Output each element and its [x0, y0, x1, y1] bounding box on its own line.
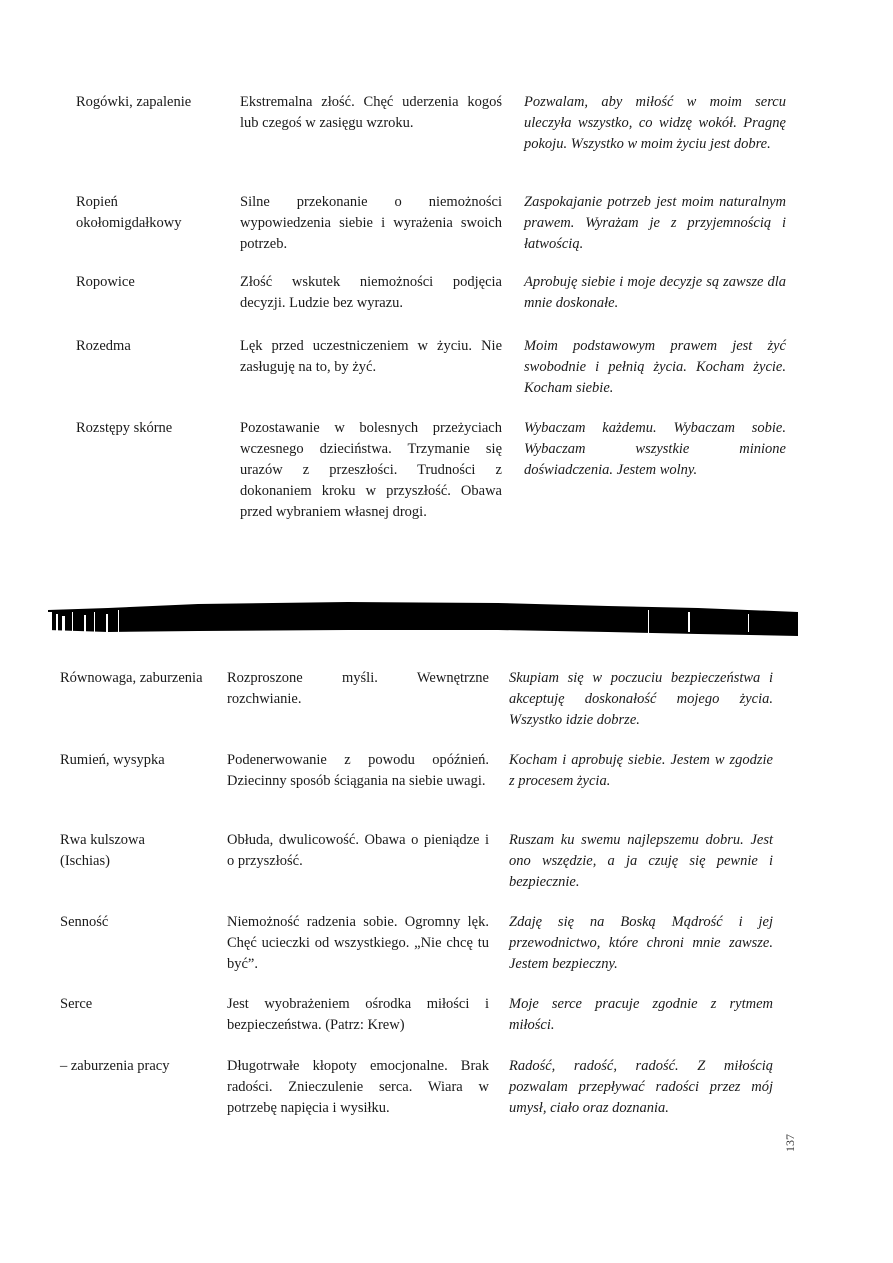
entry-cause: Złość wskutek niemożności podjęcia decyzji. Ludzie bez wyrazu.: [240, 274, 502, 311]
entry-affirmation: Kocham i aprobuję siebie. Jestem w zgodzie z procesem życia.: [509, 752, 773, 789]
entry-term: Rwa kulszowa (Ischias): [60, 832, 145, 869]
entry-affirmation: Wybaczam każdemu. Wybaczam sobie. Wybaczam wszystkie minione doświadczenia. Jestem wolny.: [524, 420, 786, 478]
entry-affirmation: Moim podstawowym prawem jest żyć swobodnie i pełnią życia. Kocham życie. Kocham siebie.: [524, 338, 786, 396]
entry-affirmation: Ruszam ku swemu najlepszemu dobru. Jest ono wszędzie, a ja czuję się pewnie i bezpiecznie.: [509, 832, 773, 890]
entry-cause: Silne przekonanie o niemożności wypowiedzenia siebie i wyrażenia swoich potrzeb.: [240, 194, 502, 252]
entry-term: Rogówki, zapalenie: [76, 94, 192, 110]
entry-cause: Pozostawanie w bolesnych przeżyciach wczesnego dzieciństwa. Trzymanie się urazów z przeszłości. Trudności z dokonaniem kroku w przyszłość. Obawa przed wybraniem własnej drogi.: [240, 420, 502, 520]
entry-cause: Obłuda, dwulicowość. Obawa o pieniądze i o przyszłość.: [227, 832, 489, 869]
entry-cause: Niemożność radzenia sobie. Ogromny lęk. Chęć ucieczki od wszystkiego. „Nie chcę tu być”.: [227, 914, 489, 972]
entry-affirmation: Aprobuję siebie i moje decyzje są zawsze dla mnie doskonałe.: [524, 274, 786, 311]
entry-affirmation: Pozwalam, aby miłość w moim sercu uleczyła wszystko, co widzę wokół. Pragnę pokoju. Wszystko w moim życiu jest dobre.: [524, 94, 786, 152]
entry-cause: Lęk przed uczestniczeniem w życiu. Nie zasługuję na to, by żyć.: [240, 338, 502, 375]
entry-term: Serce: [60, 996, 93, 1012]
entry-term: Ropowice: [76, 274, 135, 290]
entry-cause: Długotrwałe kłopoty emocjonalne. Brak radości. Znieczulenie serca. Wiara w potrzebę napięcia i wysiłku.: [227, 1058, 489, 1116]
entry-cause: Rozproszone myśli. Wewnętrzne rozchwianie.: [227, 670, 489, 707]
entry-term: Równowaga, zaburzenia: [60, 670, 203, 686]
entry-term: Senność: [60, 914, 109, 930]
entry-term: Rozstępy skórne: [76, 420, 173, 436]
entry-affirmation: Zaspokajanie potrzeb jest moim naturalnym prawem. Wyrażam je z przyjemnością i łatwością.: [524, 194, 786, 252]
entry-term: Rozedma: [76, 338, 131, 354]
entry-affirmation: Moje serce pracuje zgodnie z rytmem miłości.: [509, 996, 773, 1033]
entry-cause: Ekstremalna złość. Chęć uderzenia kogoś lub czegoś w zasięgu wzroku.: [240, 94, 502, 131]
entry-affirmation: Zdaję się na Boską Mądrość i jej przewodnictwo, które chroni mnie zawsze. Jestem bezpieczny.: [509, 914, 773, 972]
entry-cause: Podenerwowanie z powodu opóźnień. Dziecinny sposób ściągania na siebie uwagi.: [227, 752, 489, 789]
entry-affirmation: Radość, radość, radość. Z miłością pozwalam przepływać radości przez mój umysł, ciało oraz doznania.: [509, 1058, 773, 1116]
entry-term: Ropień okołomigdałkowy: [76, 194, 182, 231]
entry-affirmation: Skupiam się w poczuciu bezpieczeństwa i akceptuję doskonałość mojego życia. Wszystko idzie dobrze.: [509, 670, 773, 728]
page-number: 137: [783, 1134, 797, 1152]
entry-cause: Jest wyobrażeniem ośrodka miłości i bezpieczeństwa. (Patrz: Krew): [227, 996, 489, 1033]
entry-term: – zaburzenia pracy: [60, 1058, 170, 1074]
scan-artifact-band: [48, 600, 798, 640]
entry-term: Rumień, wysypka: [60, 752, 165, 768]
